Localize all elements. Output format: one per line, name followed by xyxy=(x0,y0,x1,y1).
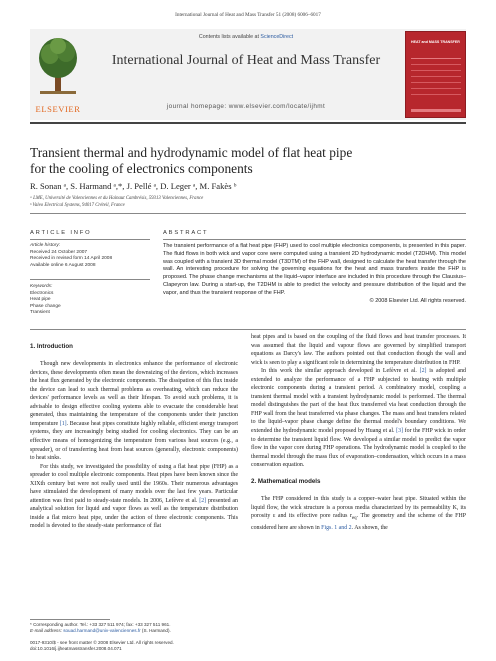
keyword-item: Heat pipe xyxy=(30,297,51,303)
intro-paragraph-1 xyxy=(30,360,238,463)
header-divider xyxy=(30,122,466,124)
journal-homepage xyxy=(95,103,397,110)
abstract-heading: ABSTRACT xyxy=(163,230,209,236)
right-p2-text-a: In this work the similar approach developed in Lefèvre et al. xyxy=(261,368,420,375)
issn-line: 0017-9310/$ - see front matter © 2008 Elsevier Ltd. All rights reserved. xyxy=(30,640,174,645)
figure-reference-link[interactable]: Figs. 1 and 2 xyxy=(321,525,352,532)
left-column xyxy=(30,343,238,531)
revised-date: Received in revised form 14 April 2008 xyxy=(30,256,113,262)
section-2-heading: 2. Mathematical models xyxy=(251,478,321,486)
sec2-text-b: . The geometry and the scheme of the FHP considered here are shown in xyxy=(251,513,466,532)
elsevier-tree-icon xyxy=(36,34,80,96)
right-column xyxy=(251,333,466,533)
author-list: R. Sonan ᵃ, S. Harmand ᵃ,*, J. Pellé ᵃ, D. Leger ᵃ, M. Fakès ᵇ xyxy=(30,181,237,191)
right-p2-text-c: for the FHP wick in order to determine the transient liquid flow. We developed a similar model to predict the vapor flow in the vapor core during FHP operations. The hydrodynamic model is coupled to the thermal model through the mass flux of evaporation–condensation, which occurs in a mass conservation equation. xyxy=(251,428,466,469)
article-info-divider xyxy=(30,239,150,240)
doi-line[interactable]: doi:10.1016/j.ijheatmasstransfer.2008.04.071 xyxy=(30,646,122,652)
keyword-item: Phase change xyxy=(30,303,61,309)
reference-link-2[interactable]: [2] xyxy=(199,497,207,504)
affiliation-b: ᵇ Valeo Electrical Systems, 94017 Créteil, France xyxy=(30,202,125,208)
elsevier-logo[interactable] xyxy=(30,32,86,118)
right-paragraph-1: heat pipes and is based on the coupling of the fluid flows and heat transfer processes. It was assumed that the liquid and vapour flows are governed by simplified transport equations as Darcy's law. The authors pointed out that conduction though the wall and wick is seen to play a significant role in determining the temperature distribution in FHP. xyxy=(251,334,466,366)
available-date: Available online 6 August 2008 xyxy=(30,262,96,268)
abstract-divider xyxy=(163,239,466,240)
footnote-divider xyxy=(30,619,110,620)
abstract-body xyxy=(163,243,466,305)
right-paragraph-2 xyxy=(251,367,466,470)
cover-title: HEAT and MASS TRANSFER xyxy=(411,40,460,44)
intro-p1-end: . Because heat pipes constitute highly reliable, efficient energy transport systems, they are increasingly being studied for cooling electronics. They can be an effective means of homogenizing the temperature from various heat sources (e.g., a spreader), or of transferring heat from heat sources (generally, electronic components) to heat sinks. xyxy=(30,420,238,462)
journal-cover-thumbnail[interactable] xyxy=(405,31,466,118)
keywords-block xyxy=(30,284,150,317)
section-gap xyxy=(251,470,466,479)
history-label: Article history: xyxy=(30,243,61,248)
keywords-divider xyxy=(30,279,150,280)
right-p2-text-b: is adopted and extended to analyze the performance of a FHP subjected to heating with multiple electronic components during a transient period. A combinatory model, coupling a transient thermal model with a transient hydrodynamic model is performed. The thermal model distinguishes the part of the heat flux transferred via heat conduction through the FHP wall from the heat transferred via phase changes. The mass and heat transfers related to the liquid–vapor phase change define the thermal model's boundary conditions. We extended the hydrodynamic model proposed by Huang et al. xyxy=(251,368,467,435)
elsevier-wordmark: ELSEVIER xyxy=(35,104,81,114)
keywords-label: Keywords: xyxy=(30,284,53,289)
intro-p2-end: presented an analytical solution for liquid and vapor flows as well as the temperature distribution inside a flat micro heat pipe, under the action of three electronic components. This model is devoted to the steady-state performance of flat xyxy=(30,497,238,530)
corresponding-author: * Corresponding author. Tel.: +33 327 511 974; fax: +33 327 511 961. xyxy=(30,622,171,627)
front-matter-info xyxy=(30,640,238,652)
article-history xyxy=(30,243,150,269)
title-line-1: Transient thermal and hydrodynamic model of flat heat pipe xyxy=(30,145,353,160)
journal-citation: International Journal of Heat and Mass Transfer 51 (2008) 6006–6017 xyxy=(175,12,321,18)
sec2-text-a: The FHP considered in this study is a copper–water heat pipe. Situated within the liquid flow, the wick structure is a porous media characterized by its permeability K, its porosity ε and its effective pore radius r xyxy=(251,496,466,520)
homepage-link[interactable]: www.elsevier.com/locate/ijhmt xyxy=(228,103,326,110)
email-line xyxy=(30,628,238,634)
email-label: E-mail address: xyxy=(30,628,64,634)
cover-decoration xyxy=(411,58,461,98)
received-date: Received 24 October 2007 xyxy=(30,249,88,255)
section-2-paragraph-1 xyxy=(251,495,466,532)
contents-line xyxy=(95,34,397,40)
reference-link-1[interactable]: [1] xyxy=(59,420,67,427)
title-line-2: for the cooling of electronics components xyxy=(30,161,253,176)
sec2-subscript: eq xyxy=(351,516,357,522)
sciencedirect-link[interactable]: ScienceDirect xyxy=(260,34,294,40)
keyword-item: Electronics xyxy=(30,290,54,296)
abstract-copyright: © 2008 Elsevier Ltd. All rights reserved. xyxy=(369,297,466,304)
article-title xyxy=(30,145,450,177)
abstract-text: The transient performance of a flat heat pipe (FHP) used to cool multiple electronics components, is presented in this paper. The fluid flows in both wick and vapor core were computed using a transient 2D hydrodynamic model (T2DHM). This model was coupled with a transient 3D thermal model (T3DTM) of the FHP wall, designed to calculate the heat transfer through the wall. An interesting procedure for solving the governing equations for the heat and mass transfers inside the FHP is proposed. The phase change mechanisms at the liquid–vapor interface are included in this procedure through the Clausius–Clapeyron law. During a start-up, the T2DHM is able to predict the velocity and pressure distribution of the liquid and the vapor, and thus the transient response of the FHP. xyxy=(163,243,466,296)
keyword-item: Transient xyxy=(30,310,50,316)
intro-paragraph-2 xyxy=(30,463,238,531)
introduction-heading: 1. Introduction xyxy=(30,343,73,350)
email-suffix: (S. Harmand). xyxy=(140,628,171,634)
intro-p1-text: Though new developments in electronics enhance the performance of electronic devices, these developments often mean the downsizing of the devices, which increases the heat flux generated by the electronic components. The dissipation of this flux inside the device can lead to such thermal problems as overheating, which can reduce the devices' performance levels as well as their lifespan. To avoid such problems, it is advisable to design effective cooling systems able to evacuate the considerable heat generated, thus maintaining the temperature of the components under their junction temperature xyxy=(30,361,238,427)
reference-link-2b[interactable]: [2] xyxy=(419,368,427,375)
article-info-heading: ARTICLE INFO xyxy=(30,230,92,236)
email-link[interactable]: souad.harmand@univ-valenciennes.fr xyxy=(63,628,141,634)
corresponding-author-footnote xyxy=(30,622,238,634)
homepage-prefix: journal homepage: xyxy=(166,103,229,110)
affiliation-divider xyxy=(30,213,466,214)
reference-link-3[interactable]: [3] xyxy=(396,428,404,435)
intro-p2-text: For this study, we investigated the possibility of using a flat heat pipe (FHP) as a spreader to cool multiple electronic components. Heat pipes have been known since the XIXth century but were not really used until the 1960s. Their numerous advantages have stimulated the development of many models over the last few years. Particular attention was first paid to steady-state models. In 2006, Lefèvre et al. xyxy=(30,463,238,504)
contents-prefix: Contents lists available at xyxy=(198,34,261,40)
affiliations xyxy=(30,196,450,209)
abstract-bottom-divider xyxy=(30,329,466,330)
journal-title: International Journal of Heat and Mass Transfer xyxy=(111,53,381,68)
sec2-text-c: . As shown, the xyxy=(351,525,388,532)
cover-footer-bar xyxy=(411,109,461,112)
affiliation-a: ᵃ LME, Université de Valenciennes et du Hainaut Cambrésis, 59313 Valenciennes, France xyxy=(30,196,204,201)
